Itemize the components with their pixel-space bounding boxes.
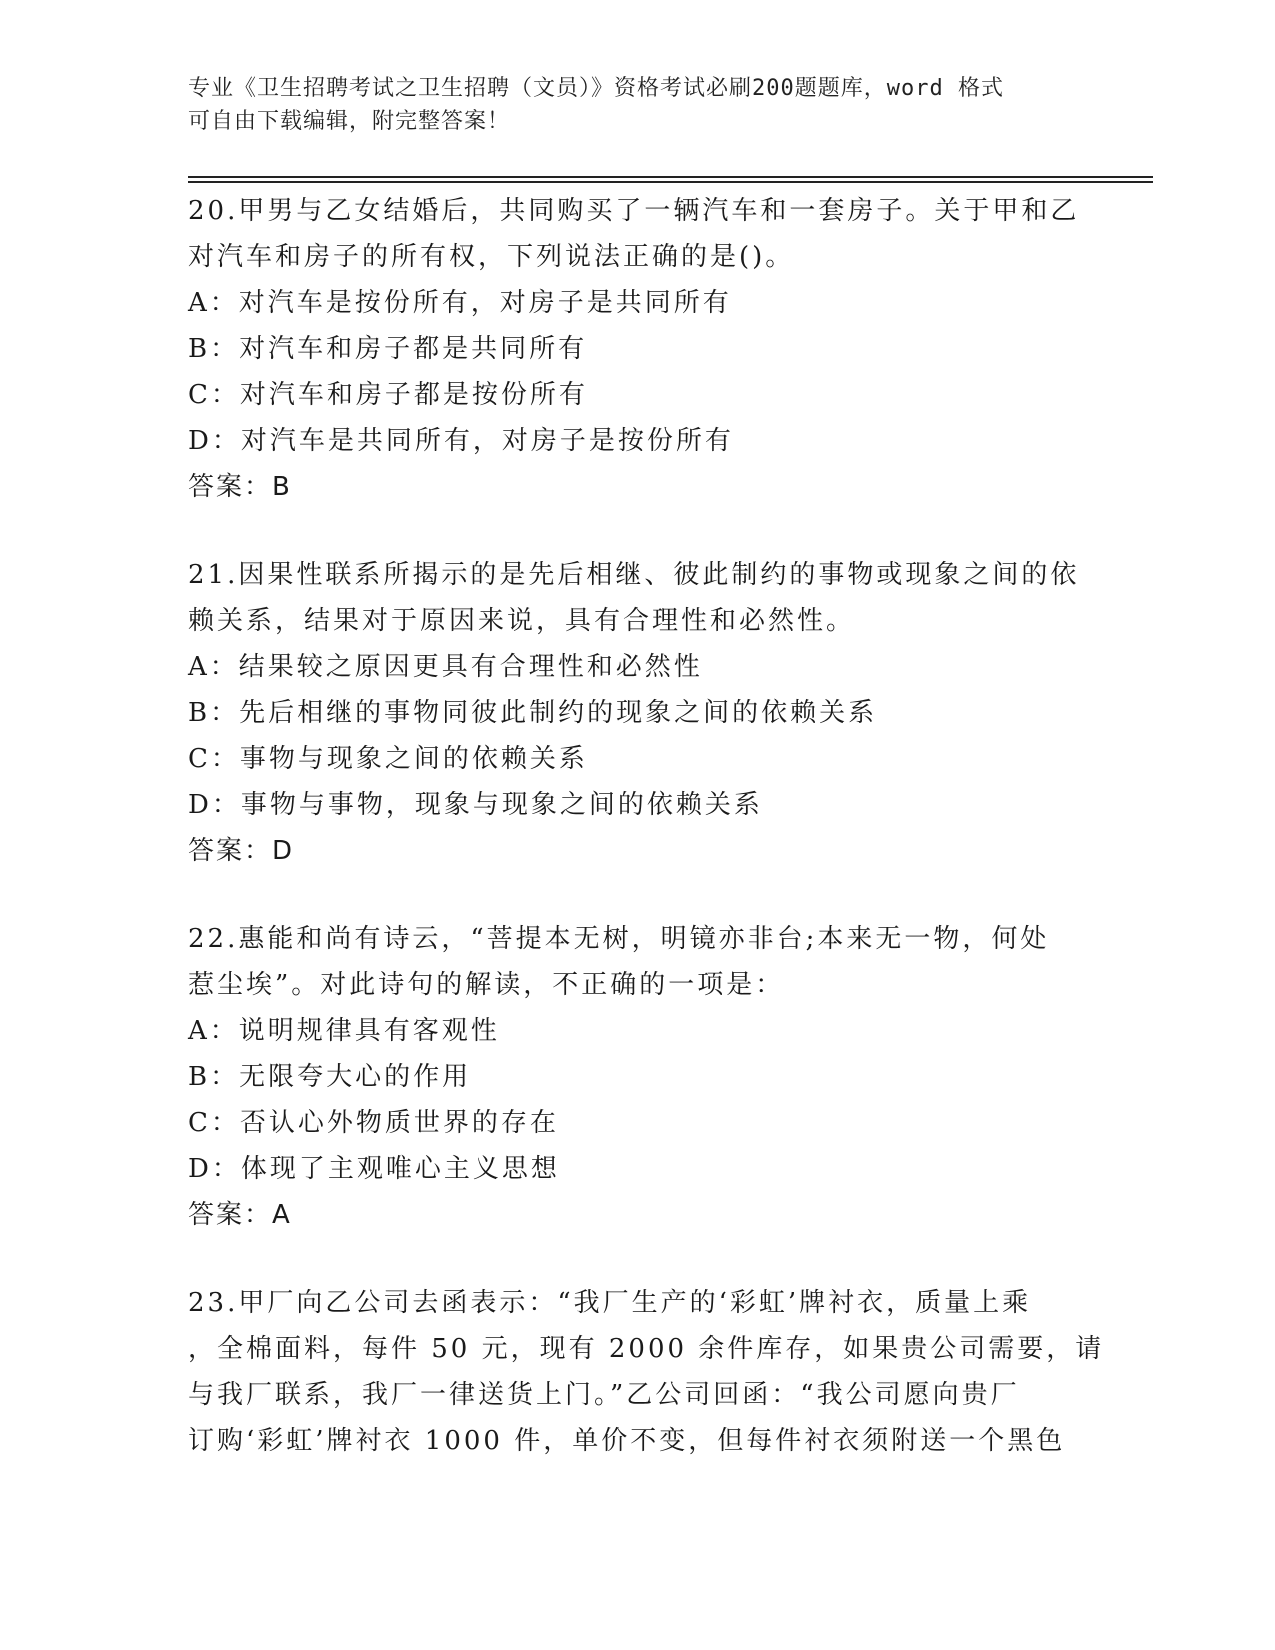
answer-label: 答案：D bbox=[188, 836, 295, 866]
header-divider-bottom bbox=[188, 181, 1153, 183]
question-stem bbox=[188, 552, 1078, 644]
question-stem-line: 22.惠能和尚有诗云，“菩提本无树，明镜亦非台;本来无一物，何处 bbox=[188, 924, 1050, 954]
option-c: C：对汽车和房子都是按份所有 bbox=[188, 380, 588, 410]
question-20 bbox=[188, 188, 1078, 510]
question-stem bbox=[188, 188, 1078, 280]
header-line-1: 专业《卫生招聘考试之卫生招聘（文员）》资格考试必刷200题题库，word 格式 bbox=[188, 76, 1004, 101]
question-22 bbox=[188, 916, 1078, 1238]
question-stem-line: 订购‘彩虹’牌衬衣 1000 件，单价不变，但每件衬衣须附送一个黑色 bbox=[188, 1426, 1066, 1456]
option-b: B：先后相继的事物同彼此制约的现象之间的依赖关系 bbox=[188, 698, 878, 728]
question-21 bbox=[188, 552, 1078, 874]
option-c: C：否认心外物质世界的存在 bbox=[188, 1108, 559, 1138]
question-stem-line: 23.甲厂向乙公司去函表示：“我厂生产的‘彩虹’牌衬衣，质量上乘 bbox=[188, 1288, 1032, 1318]
question-stem-line: 与我厂联系，我厂一律送货上门。”乙公司回函：“我公司愿向贵厂 bbox=[188, 1380, 1020, 1410]
question-stem bbox=[188, 1280, 1105, 1464]
answer-label: 答案：A bbox=[188, 1200, 292, 1230]
question-stem bbox=[188, 916, 1078, 1008]
option-a: A：结果较之原因更具有合理性和必然性 bbox=[188, 652, 703, 682]
question-stem-line: 赖关系，结果对于原因来说，具有合理性和必然性。 bbox=[188, 606, 856, 636]
question-stem-line: 21.因果性联系所揭示的是先后相继、彼此制约的事物或现象之间的依 bbox=[188, 560, 1080, 590]
question-stem-line: 20.甲男与乙女结婚后，共同购买了一辆汽车和一套房子。关于甲和乙 bbox=[188, 196, 1080, 226]
option-a: A：说明规律具有客观性 bbox=[188, 1016, 500, 1046]
option-d: D：体现了主观唯心主义思想 bbox=[188, 1154, 560, 1184]
question-stem-line: 惹尘埃”。对此诗句的解读，不正确的一项是： bbox=[188, 970, 785, 1000]
option-a: A：对汽车是按份所有，对房子是共同所有 bbox=[188, 288, 732, 318]
document-header bbox=[188, 72, 1088, 138]
option-c: C：事物与现象之间的依赖关系 bbox=[188, 744, 588, 774]
answer-label: 答案：B bbox=[188, 472, 292, 502]
question-list bbox=[188, 188, 1105, 1506]
option-d: D：事物与事物，现象与现象之间的依赖关系 bbox=[188, 790, 763, 820]
header-divider-top bbox=[188, 176, 1153, 178]
question-stem-line: 对汽车和房子的所有权，下列说法正确的是()。 bbox=[188, 242, 795, 272]
question-23 bbox=[188, 1280, 1105, 1464]
question-stem-line: ，全棉面料，每件 50 元，现有 2000 余件库存，如果贵公司需要，请 bbox=[188, 1334, 1105, 1364]
option-b: B：对汽车和房子都是共同所有 bbox=[188, 334, 588, 364]
option-b: B：无限夸大心的作用 bbox=[188, 1062, 472, 1092]
option-d: D：对汽车是共同所有，对房子是按份所有 bbox=[188, 426, 734, 456]
header-line-2: 可自由下载编辑，附完整答案！ bbox=[188, 109, 511, 134]
